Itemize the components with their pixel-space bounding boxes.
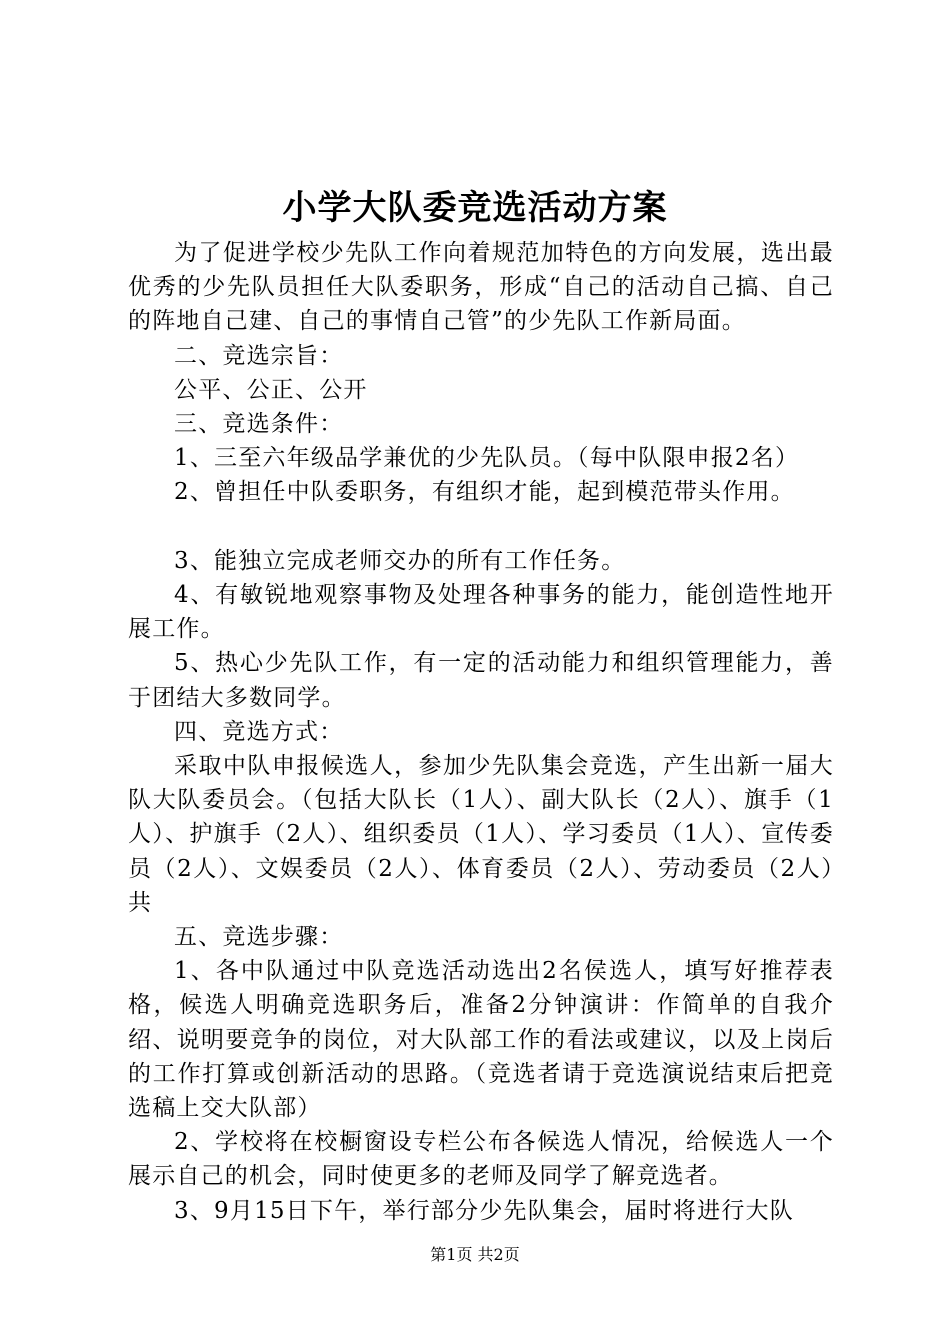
section-heading-conditions: 三、竞选条件： [174, 411, 344, 438]
section-heading-method: 四、竞选方式： [174, 718, 344, 745]
page-number-footer: 第1页 共2页 [430, 1245, 520, 1264]
document-title: 小学大队委竞选活动方案 [282, 188, 668, 228]
condition-item-2: 2、曾担任中队委职务，有组织才能，起到模范带头作用。 [174, 479, 795, 506]
section-heading-purpose: 二、竞选宗旨： [174, 342, 344, 369]
document-body [128, 236, 834, 1228]
condition-item-4: 4、有敏锐地观察事物及处理各种事务的能力，能创造性地开展工作。 [128, 582, 834, 643]
condition-item-5: 5、热心少先队工作，有一定的活动能力和组织管理能力，善于团结大多数同学。 [128, 650, 834, 711]
purpose-text: 公平、公正、公开 [174, 376, 368, 403]
method-text: 采取中队申报候选人，参加少先队集会竞选，产生出新一届大队大队委员会。（包括大队长（1人）、副大队长（2人）、旗手（1人）、护旗手（2人）、组织委员（1人）、学习委员（1人）、宣传委员（2人）、文娱委员（2人）、体育委员（2人）、劳动委员（2人）共 [128, 753, 834, 916]
blank-line [128, 510, 834, 544]
step-item-2: 2、学校将在校橱窗设专栏公布各候选人情况，给候选人一个展示自己的机会，同时使更多的老师及同学了解竞选者。 [128, 1129, 834, 1190]
section-heading-steps: 五、竞选步骤： [174, 924, 344, 951]
step-item-3: 3、9月15日下午，举行部分少先队集会，届时将进行大队 [174, 1197, 794, 1224]
step-item-1: 1、各中队通过中队竞选活动选出2名侯选人，填写好推荐表格，候选人明确竞选职务后，准备2分钟演讲：作简单的自我介绍、说明要竞争的岗位，对大队部工作的看法或建议，以及上岗后的工作打算或创新活动的思路。（竞选者请于竞选演说结束后把竞选稿上交大队部） [128, 958, 834, 1122]
intro-paragraph: 为了促进学校少先队工作向着规范加特色的方向发展，选出最优秀的少先队员担任大队委职务，形成“自己的活动自己搞、自己的阵地自己建、自己的事情自己管”的少先队工作新局面。 [128, 240, 834, 335]
condition-item-1: 1、三至六年级品学兼优的少先队员。（每中队限申报2名） [174, 445, 800, 472]
condition-item-3: 3、能独立完成老师交办的所有工作任务。 [174, 547, 626, 574]
